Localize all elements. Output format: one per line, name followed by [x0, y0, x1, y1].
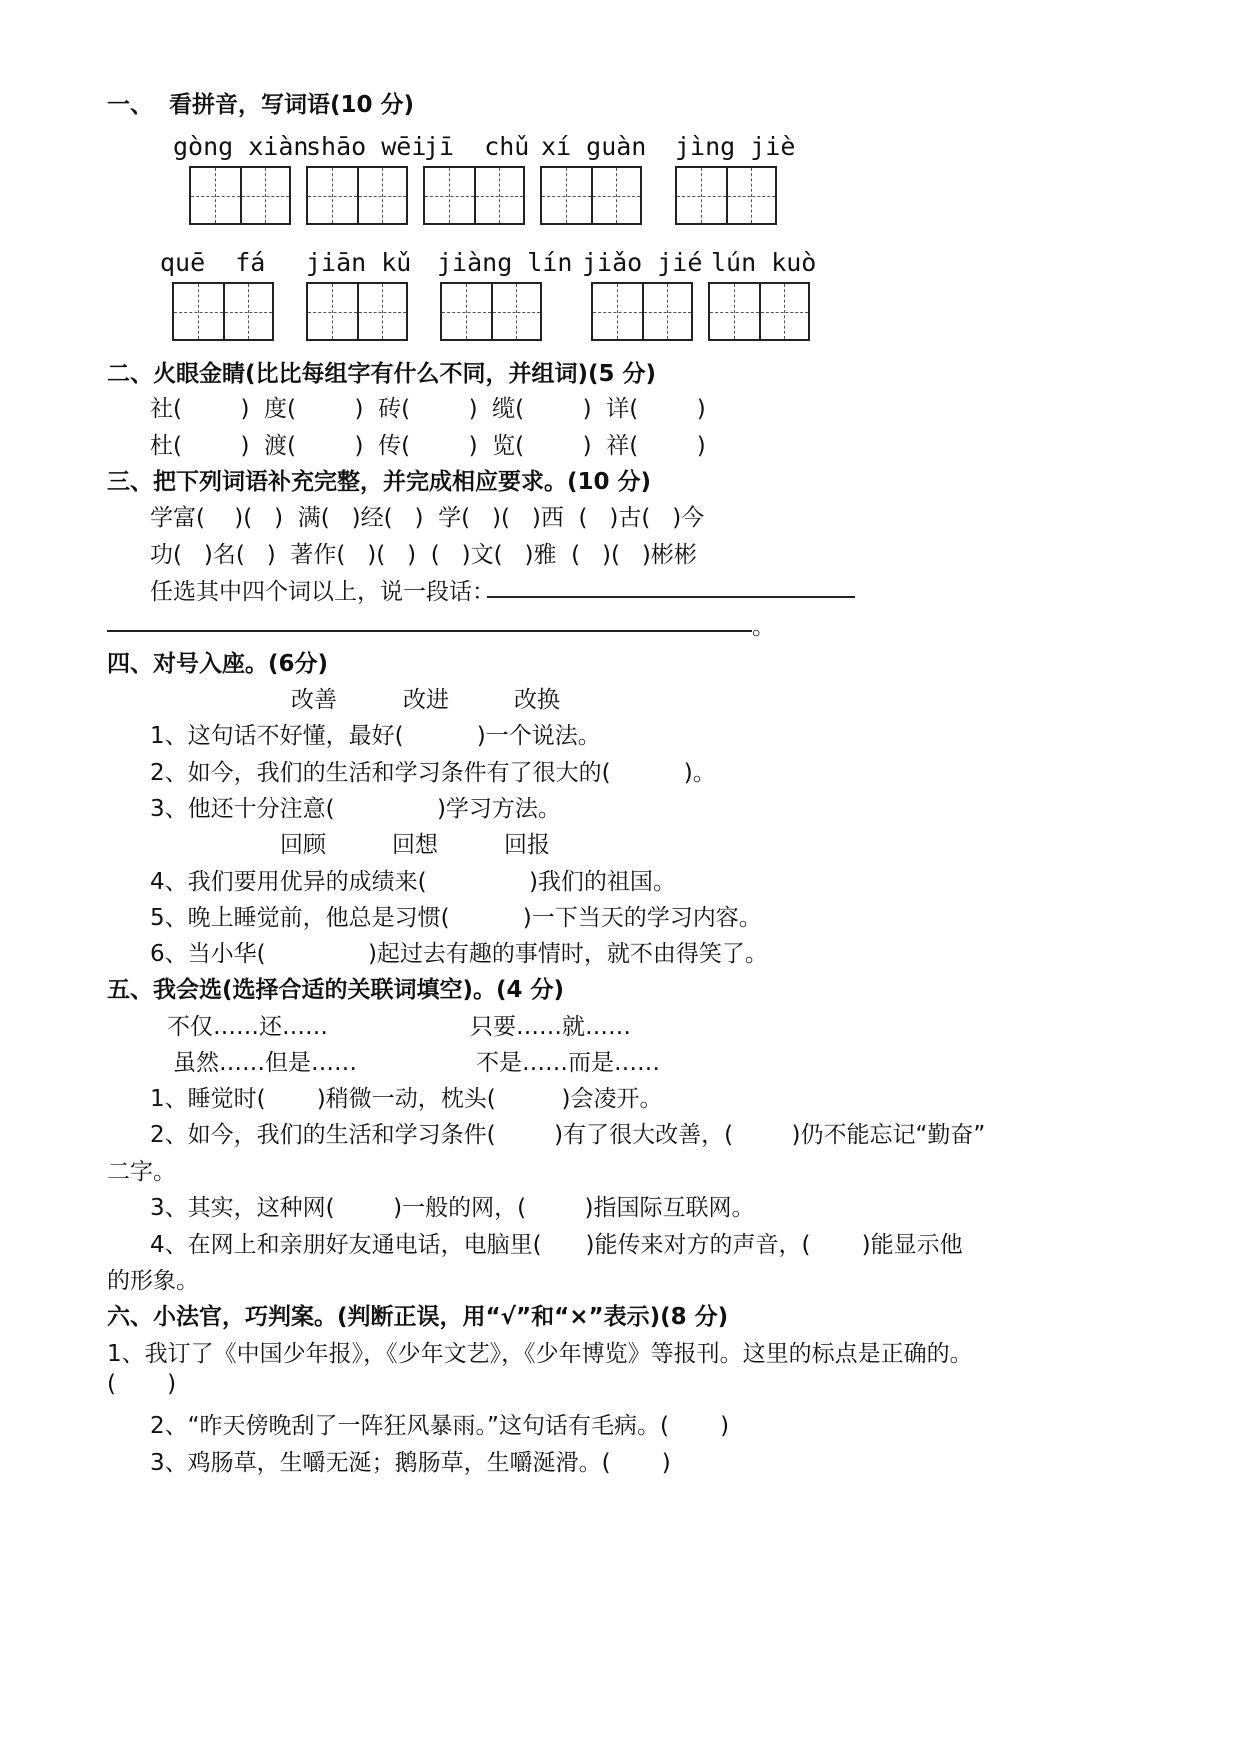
word-option: 回报 [504, 832, 550, 858]
s3-prompt: 任选其中四个词以上，说一段话： [150, 579, 495, 605]
pinyin-6: quē fá [160, 248, 266, 277]
conjunction-option: 只要……就…… [470, 1014, 631, 1040]
word-option: 回想 [392, 832, 438, 858]
s4-q6: 6、当小华( )起过去有趣的事情时，就不由得笑了。 [150, 941, 768, 967]
pinyin-3: jī chǔ [424, 132, 530, 161]
section5-title: 五、我会选(选择合适的关联词填空)。(4 分) [107, 977, 565, 1003]
s5-q3: 3、其实，这种网( )一般的网，( )指国际互联网。 [150, 1195, 755, 1221]
answer-line-1[interactable] [487, 596, 855, 598]
writing-box-3[interactable] [423, 166, 525, 225]
section3-title: 三、把下列词语补充完整，并完成相应要求。(10 分) [107, 469, 652, 495]
s5-q1: 1、睡觉时( )稍微一动，枕头( )会凌开。 [150, 1086, 663, 1112]
section4-title: 四、对号入座。(6分) [107, 651, 329, 677]
s6-q1-line2: ( ) [107, 1371, 177, 1397]
writing-box-5[interactable] [675, 166, 777, 225]
conjunction-option: 虽然……但是…… [173, 1050, 357, 1076]
s5-q4-line1: 4、在网上和亲朋好友通电话，电脑里( )能传来对方的声音，( )能显示他 [150, 1232, 963, 1258]
s5-q4-line2: 的形象。 [107, 1268, 199, 1294]
writing-box-2[interactable] [306, 166, 408, 225]
pinyin-7: jiān kǔ [306, 248, 412, 277]
pinyin-4: xí guàn [541, 132, 647, 161]
writing-box-8[interactable] [440, 282, 542, 341]
section6-title: 六、小法官，巧判案。(判断正误，用“√”和“×”表示)(8 分) [107, 1304, 729, 1330]
writing-box-6[interactable] [172, 282, 274, 341]
s4-q4: 4、我们要用优异的成绩来( )我们的祖国。 [150, 869, 676, 895]
s3-row1: 学富( )( ) 满( )经( ) 学( )( )西 ( )古( )今 [150, 505, 705, 531]
writing-box-1[interactable] [189, 166, 291, 225]
conjunction-option: 不是……而是…… [476, 1050, 660, 1076]
pinyin-1: gòng xiàn [173, 132, 309, 161]
s2-row1: 社( ) 度( ) 砖( ) 缆( ) 详( ) [150, 396, 706, 422]
s5-q2-line2: 二字。 [107, 1159, 176, 1185]
pinyin-8: jiàng lín [437, 248, 573, 277]
word-option: 改换 [514, 687, 560, 713]
s4-q1: 1、这句话不好懂，最好( )一个说法。 [150, 723, 601, 749]
pinyin-10: lún kuò [711, 248, 817, 277]
s6-q3: 3、鸡肠草，生嚼无涎；鹅肠草，生嚼涎滑。( ) [150, 1450, 671, 1476]
s4-q3: 3、他还十分注意( )学习方法。 [150, 796, 561, 822]
s2-row2: 杜( ) 渡( ) 传( ) 览( ) 祥( ) [150, 433, 706, 459]
pinyin-5: jìng jiè [675, 132, 796, 161]
writing-box-10[interactable] [708, 282, 810, 341]
section2-title: 二、火眼金睛(比比每组字有什么不同，并组词)(5 分) [107, 361, 657, 387]
s6-q1-line1: 1、我订了《中国少年报》，《少年文艺》，《少年博览》等报刊。这里的标点是正确的。 [107, 1341, 973, 1367]
word-option: 回顾 [280, 832, 326, 858]
s4-q5: 5、晚上睡觉前，他总是习惯( )一下当天的学习内容。 [150, 905, 762, 931]
pinyin-9: jiǎo jié [582, 248, 703, 277]
word-option: 改进 [403, 687, 449, 713]
conjunction-option: 不仅……还…… [167, 1014, 328, 1040]
word-option: 改善 [291, 687, 337, 713]
writing-box-4[interactable] [540, 166, 642, 225]
s6-q2: 2、“昨天傍晚刮了一阵狂风暴雨。”这句话有毛病。( ) [150, 1413, 730, 1439]
s3-end-period: 。 [752, 614, 775, 640]
s5-q2-line1: 2、如今，我们的生活和学习条件( )有了很大改善，( )仍不能忘记“勤奋” [150, 1122, 986, 1148]
s4-q2: 2、如今，我们的生活和学习条件有了很大的( )。 [150, 760, 716, 786]
pinyin-2: shāo wēi [306, 132, 427, 161]
answer-line-2[interactable] [107, 630, 752, 632]
writing-box-9[interactable] [591, 282, 693, 341]
s3-row2: 功( )名( ) 著作( )( ) ( )文( )雅 ( )( )彬彬 [150, 542, 697, 568]
writing-box-7[interactable] [306, 282, 408, 341]
section1-title: 一、 看拼音，写词语(10 分) [107, 92, 415, 118]
